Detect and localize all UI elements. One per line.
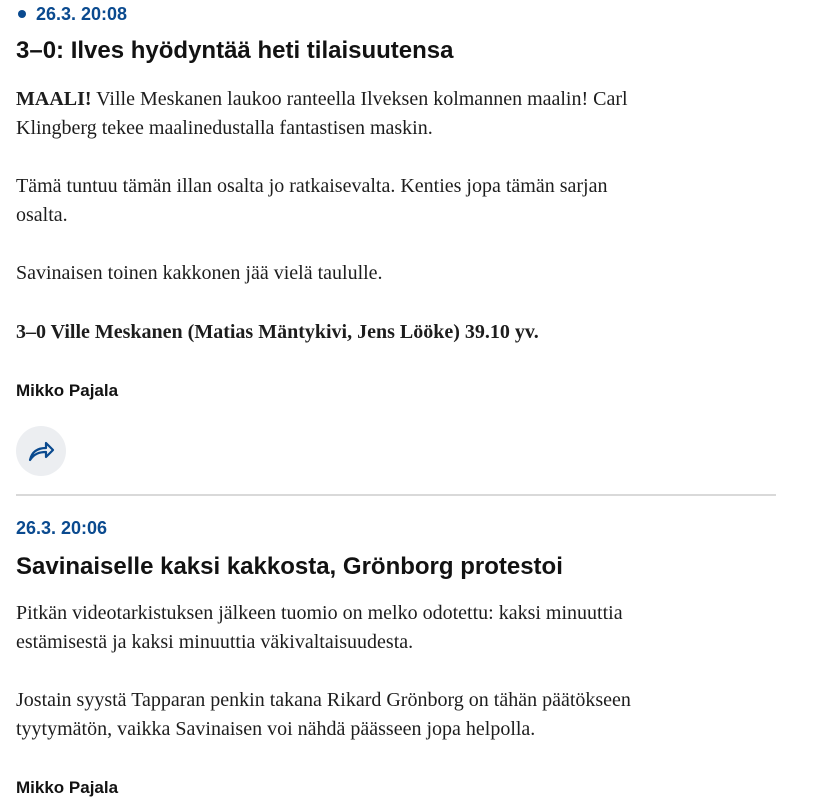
entry-paragraph-continued: estämisestä ja kaksi minuuttia väkivaltaisuudesta. <box>16 631 414 653</box>
entry-body <box>16 599 776 657</box>
entry-headline: 3–0: Ilves hyödyntää heti tilaisuutensa <box>16 37 454 64</box>
entry-timestamp: 26.3. 20:06 <box>16 517 108 538</box>
entry-headline: Savinaiselle kaksi kakkosta, Grönborg protestoi <box>16 553 563 580</box>
share-arrow-icon <box>27 439 55 463</box>
entry-paragraph: Pitkän videotarkistuksen jälkeen tuomio on melko odotettu: kaksi minuuttia <box>16 602 623 624</box>
entry-body <box>16 686 776 744</box>
goal-summary: 3–0 Ville Meskanen (Matias Mäntykivi, Jens Lööke) 39.10 yv. <box>16 321 539 343</box>
live-indicator-icon <box>18 10 26 18</box>
entry-body <box>16 172 776 230</box>
entry-timestamp-row <box>16 514 107 542</box>
entry-paragraph-continued: tyytymätön, vaikka Savinaisen voi nähdä päässeen jopa helpolla. <box>16 718 536 740</box>
share-button[interactable] <box>16 426 66 476</box>
entry-divider <box>16 494 776 496</box>
entry-timestamp: 26.3. 20:08 <box>36 3 128 24</box>
entry-paragraph <box>16 85 776 114</box>
entry-paragraph: Jostain syystä Tapparan penkin takana Rikard Grönborg on tähän päätökseen <box>16 689 631 711</box>
entry-body <box>16 259 776 288</box>
entry-paragraph: Tämä tuntuu tämän illan osalta jo ratkaisevalta. Kenties jopa tämän sarjan <box>16 175 608 197</box>
entry-timestamp-row <box>16 0 127 28</box>
entry-paragraph-continued: osalta. <box>16 204 68 226</box>
goal-exclamation: MAALI! <box>16 88 92 110</box>
entry-paragraph: Savinaisen toinen kakkonen jää vielä taululle. <box>16 262 383 284</box>
entry-body <box>16 85 776 143</box>
entry-paragraph-continued: Klingberg tekee maalinedustalla fantastisen maskin. <box>16 117 433 139</box>
entry-author: Mikko Pajala <box>16 778 119 797</box>
paragraph-text: Ville Meskanen laukoo ranteella Ilveksen kolmannen maalin! Carl <box>91 88 628 110</box>
entry-author: Mikko Pajala <box>16 381 119 400</box>
